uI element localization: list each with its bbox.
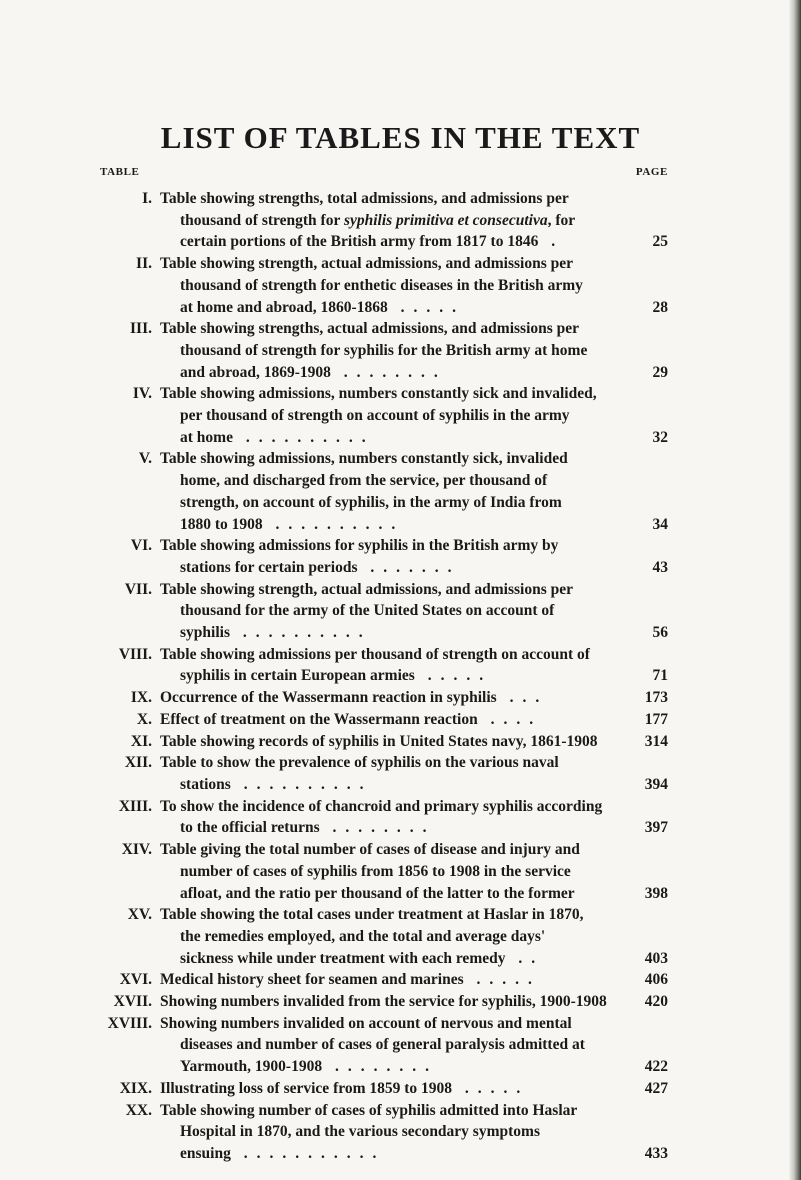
entry-line: Table showing number of cases of syphilis admitted into Haslar bbox=[160, 1101, 578, 1119]
entry-number: XV. bbox=[127, 906, 152, 924]
entry-line: sickness while under treatment with each remedy .. bbox=[180, 949, 545, 967]
entry-line: To show the incidence of chancroid and primary syphilis according bbox=[160, 797, 603, 815]
entry-line: to the official returns ........ bbox=[180, 819, 436, 837]
entry-description bbox=[160, 448, 622, 535]
leader-dots: ..... bbox=[463, 971, 541, 989]
entry-description bbox=[160, 318, 622, 383]
leader-dots: ........ bbox=[330, 363, 447, 381]
tables-list bbox=[0, 188, 801, 1165]
page-number: 394 bbox=[644, 775, 668, 793]
entry-number: II. bbox=[136, 255, 152, 273]
entry-number: XX. bbox=[125, 1101, 152, 1119]
entry-description bbox=[160, 253, 622, 318]
entry-line: Table showing strength, actual admissions, and admissions per bbox=[160, 255, 574, 273]
table-entry bbox=[0, 318, 801, 383]
entry-description bbox=[160, 535, 622, 578]
entry-number: IX. bbox=[130, 689, 152, 707]
page-number: 397 bbox=[644, 819, 668, 837]
entry-line: home, and discharged from the service, per thousand of bbox=[180, 472, 548, 490]
entry-line: at home and abroad, 1860-1868 ..... bbox=[180, 298, 465, 316]
page-number: 28 bbox=[652, 298, 668, 316]
table-entry bbox=[0, 991, 801, 1013]
entry-line: syphilis .......... bbox=[180, 624, 372, 642]
entry-line: the remedies employed, and the total and average days' bbox=[180, 927, 546, 945]
entry-line: stations .......... bbox=[180, 775, 373, 793]
entry-line: thousand for the army of the United States on account of bbox=[180, 602, 555, 620]
page-number: 173 bbox=[644, 689, 668, 707]
entry-number: XVII. bbox=[113, 993, 152, 1011]
entry-number: I. bbox=[142, 190, 152, 207]
page-number: 177 bbox=[644, 710, 668, 728]
entry-line: Table showing admissions, numbers constantly sick and invalided, bbox=[160, 385, 597, 403]
page-title: LIST OF TABLES IN THE TEXT bbox=[160, 120, 641, 155]
leader-dots: ........ bbox=[322, 1058, 438, 1076]
entry-line: thousand of strength for syphilis for the British army at home bbox=[180, 341, 588, 359]
entry-description bbox=[160, 991, 622, 1013]
entry-number: VI. bbox=[130, 537, 152, 555]
entry-line: Showing numbers invalided on account of nervous and mental bbox=[160, 1014, 572, 1032]
entry-line: afloat, and the ratio per thousand of the latter to the former bbox=[180, 884, 575, 902]
table-entry bbox=[0, 579, 801, 644]
entry-number: III. bbox=[130, 320, 152, 338]
entry-number: IV. bbox=[132, 385, 152, 403]
entry-description bbox=[160, 731, 622, 753]
table-entry bbox=[0, 969, 801, 991]
entry-line: Medical history sheet for seamen and marines ..... bbox=[160, 971, 541, 989]
entry-number: XIV. bbox=[121, 841, 152, 859]
entry-description bbox=[160, 1013, 622, 1078]
entry-description bbox=[160, 796, 622, 839]
entry-number: XVIII. bbox=[107, 1014, 152, 1032]
table-entry bbox=[0, 731, 801, 753]
entry-description bbox=[160, 579, 622, 644]
entry-number: XI. bbox=[130, 732, 152, 750]
page-number: 29 bbox=[652, 363, 668, 381]
entry-line: Table showing strengths, total admissions, and admissions per bbox=[160, 190, 569, 207]
entry-line: strength, on account of syphilis, in the army of India from bbox=[180, 493, 562, 511]
entry-line: Showing numbers invalided from the service for syphilis, 1900-1908 bbox=[160, 993, 607, 1011]
leader-dots: .......... bbox=[262, 515, 405, 533]
leader-dots: .......... bbox=[229, 624, 372, 642]
table-entry bbox=[0, 188, 801, 253]
entry-description bbox=[160, 839, 622, 904]
leader-dots: ... bbox=[496, 689, 549, 707]
entry-line: certain portions of the British army from 1817 to 1846 . bbox=[180, 233, 565, 251]
entry-line: Hospital in 1870, and the various secondary symptoms bbox=[180, 1123, 540, 1141]
leader-dots: ..... bbox=[414, 667, 493, 685]
leader-dots: ........ bbox=[319, 819, 436, 837]
leader-dots: .......... bbox=[230, 775, 373, 793]
leader-dots: ..... bbox=[452, 1079, 530, 1097]
entry-line: per thousand of strength on account of syphilis in the army bbox=[180, 407, 570, 425]
entry-number: VII. bbox=[124, 580, 152, 598]
entry-description bbox=[160, 1078, 622, 1100]
entry-line: 1880 to 1908 .......... bbox=[180, 515, 405, 533]
table-entry bbox=[0, 839, 801, 904]
entry-line: thousand of strength for enthetic diseases in the British army bbox=[180, 276, 583, 294]
entry-line: Illustrating loss of service from 1859 to 1908 ..... bbox=[160, 1079, 530, 1097]
page-number: 433 bbox=[644, 1144, 668, 1162]
entry-description bbox=[160, 188, 622, 253]
entry-description bbox=[160, 904, 622, 969]
entry-line: and abroad, 1869-1908 ........ bbox=[180, 363, 447, 381]
page-number: 32 bbox=[652, 428, 668, 446]
entry-line: Effect of treatment on the Wassermann reaction .... bbox=[160, 710, 543, 728]
leader-dots: ..... bbox=[387, 298, 465, 316]
leader-dots: .. bbox=[505, 949, 545, 967]
entry-description bbox=[160, 687, 622, 709]
entry-number: X. bbox=[136, 710, 152, 728]
page-number: 427 bbox=[644, 1079, 668, 1097]
page-number: 422 bbox=[644, 1058, 668, 1076]
entry-description bbox=[160, 1100, 622, 1165]
entry-number: XII. bbox=[124, 754, 152, 772]
leader-dots: .... bbox=[477, 710, 543, 728]
page-number: 314 bbox=[644, 732, 668, 750]
entry-line: thousand of strength for syphilis primitiva et consecutiva, for bbox=[180, 211, 576, 229]
table-entry bbox=[0, 796, 801, 839]
entry-line: Table showing strength, actual admissions, and admissions per bbox=[160, 580, 574, 598]
entry-line: Table showing admissions, numbers constantly sick, invalided bbox=[160, 450, 568, 468]
entry-line: Table showing the total cases under treatment at Haslar in 1870, bbox=[160, 906, 584, 924]
entry-line: ensuing ........... bbox=[180, 1144, 386, 1162]
table-entry bbox=[0, 448, 801, 535]
table-entry bbox=[0, 644, 801, 687]
entry-number: XIX. bbox=[119, 1079, 152, 1097]
entry-line: Table giving the total number of cases of disease and injury and bbox=[160, 841, 580, 859]
entry-number: XVI. bbox=[119, 971, 152, 989]
entry-line: Table to show the prevalence of syphilis on the various naval bbox=[160, 754, 559, 772]
page-number: 406 bbox=[644, 971, 668, 989]
entry-line: at home .......... bbox=[180, 428, 375, 446]
entry-line: Table showing admissions for syphilis in the British army by bbox=[160, 537, 559, 555]
page-number: 403 bbox=[644, 949, 668, 967]
table-entry bbox=[0, 535, 801, 578]
table-entry bbox=[0, 752, 801, 795]
entry-number: XIII. bbox=[118, 797, 152, 815]
entry-line: stations for certain periods ....... bbox=[180, 558, 461, 576]
entry-line: Table showing records of syphilis in United States navy, 1861-1908 bbox=[160, 732, 598, 750]
page-number: 420 bbox=[644, 993, 668, 1011]
page-number: 398 bbox=[644, 884, 668, 902]
page-number: 56 bbox=[652, 624, 668, 642]
entry-number: VIII. bbox=[118, 645, 152, 663]
table-entry bbox=[0, 904, 801, 969]
entry-number: V. bbox=[138, 450, 152, 468]
entry-description bbox=[160, 383, 622, 448]
entry-description bbox=[160, 644, 622, 687]
table-entry bbox=[0, 1078, 801, 1100]
page-number: 34 bbox=[652, 515, 668, 533]
page-number: 43 bbox=[652, 558, 668, 576]
leader-dots: ....... bbox=[357, 558, 461, 576]
entry-line: Yarmouth, 1900-1908 ........ bbox=[180, 1058, 438, 1076]
page-number: 71 bbox=[652, 667, 668, 685]
leader-dots: ........... bbox=[230, 1144, 386, 1162]
entry-description bbox=[160, 969, 622, 991]
table-entry bbox=[0, 1013, 801, 1078]
entry-line: number of cases of syphilis from 1856 to 1908 in the service bbox=[180, 862, 571, 880]
column-header-page: PAGE bbox=[635, 166, 668, 178]
column-header-table: TABLE bbox=[100, 166, 140, 178]
entry-line: syphilis in certain European armies ..... bbox=[180, 667, 493, 685]
leader-dots: .......... bbox=[232, 428, 375, 446]
table-entry bbox=[0, 383, 801, 448]
table-entry bbox=[0, 687, 801, 709]
entry-line: Table showing admissions per thousand of strength on account of bbox=[160, 645, 590, 663]
page-number: 25 bbox=[652, 233, 668, 251]
table-entry bbox=[0, 253, 801, 318]
table-entry bbox=[0, 1100, 801, 1165]
entry-description bbox=[160, 709, 622, 731]
entry-description bbox=[160, 752, 622, 795]
entry-line: diseases and number of cases of general paralysis admitted at bbox=[180, 1036, 585, 1054]
table-entry bbox=[0, 709, 801, 731]
leader-dots: . bbox=[538, 233, 565, 251]
entry-line: Table showing strengths, actual admissions, and admissions per bbox=[160, 320, 580, 338]
entry-line: Occurrence of the Wassermann reaction in syphilis ... bbox=[160, 689, 549, 707]
